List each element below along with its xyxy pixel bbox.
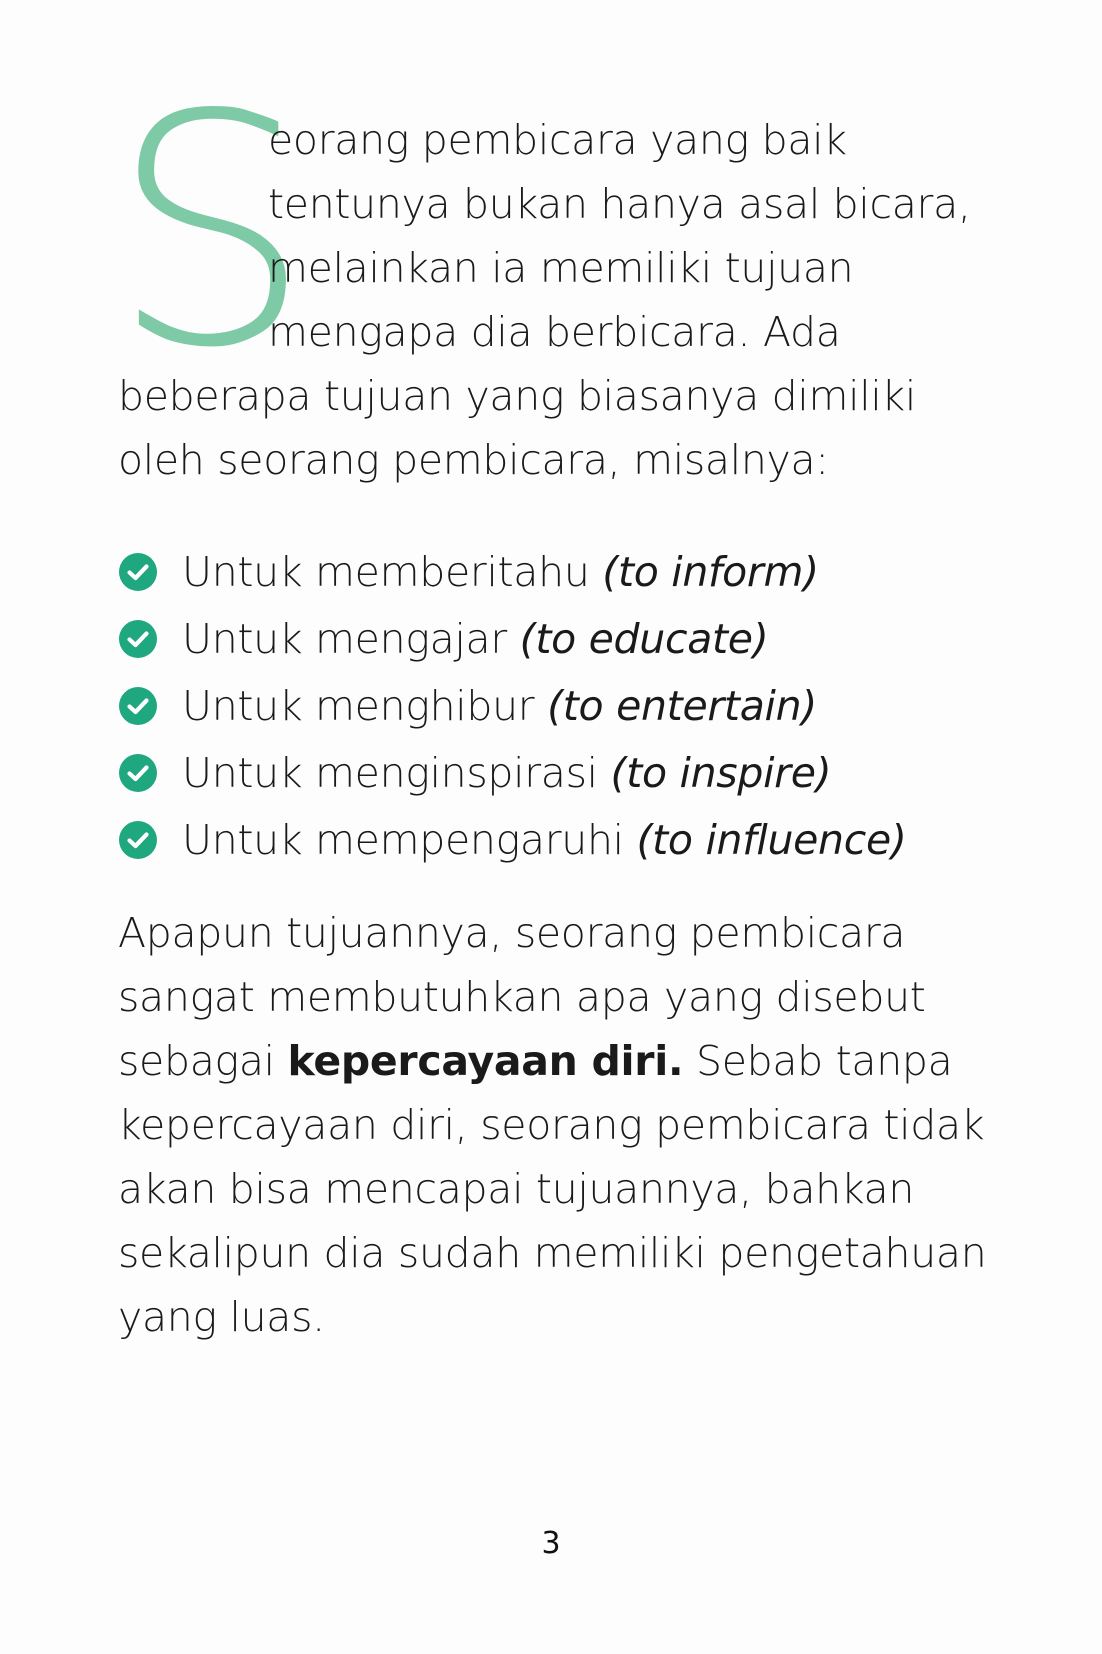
list-item-text [182,816,907,864]
page-content [110,47,998,1349]
dropcap-letter: S [110,47,312,417]
check-circle-icon [118,686,158,726]
list-item-text [182,682,817,730]
page-number: 3 [541,1526,561,1561]
list-item [118,672,998,739]
check-circle-icon [118,552,158,592]
check-circle-icon [118,753,158,793]
outro-text-before: Apapun tujuannya, seorang pembicara sangat membutuhkan apa yang disebut sebagai [118,909,926,1085]
outro-text-after: Sebab tanpa kepercayaan diri, seorang pembicara tidak akan bisa mencapai tujuannya, bahkan sekalipun dia sudah memiliki pengetahuan yang luas. [118,1037,987,1341]
intro-text: eorang pembicara yang baik tentunya bukan hanya asal bicara, melainkan ia memiliki tujuan mengapa dia berbicara. Ada beberapa tujuan yang biasanya dimiliki oleh seorang pembicara, misalnya: [118,116,971,484]
list-item-english: (to influence) [636,815,907,864]
intro-paragraph [110,47,998,492]
list-item-text [182,615,768,663]
list-item-label: Untuk mengajar [182,614,507,663]
list-item-text [182,749,831,797]
outro-paragraph [118,901,998,1349]
list-item [118,806,998,873]
outro-bold-phrase: kepercayaan diri. [287,1037,684,1085]
list-item-label: Untuk menginspirasi [182,748,598,797]
list-item-english: (to inspire) [610,748,832,797]
list-item [118,538,998,605]
list-item-english: (to entertain) [547,681,818,730]
check-circle-icon [118,820,158,860]
list-item-text [182,548,819,596]
list-item-english: (to educate) [519,614,769,663]
purpose-checklist [118,538,998,873]
list-item-label: Untuk memberitahu [182,547,590,596]
list-item [118,605,998,672]
list-item-label: Untuk mempengaruhi [182,815,624,864]
list-item-english: (to inform) [602,547,819,596]
check-circle-icon [118,619,158,659]
list-item [118,739,998,806]
list-item-label: Untuk menghibur [182,681,535,730]
